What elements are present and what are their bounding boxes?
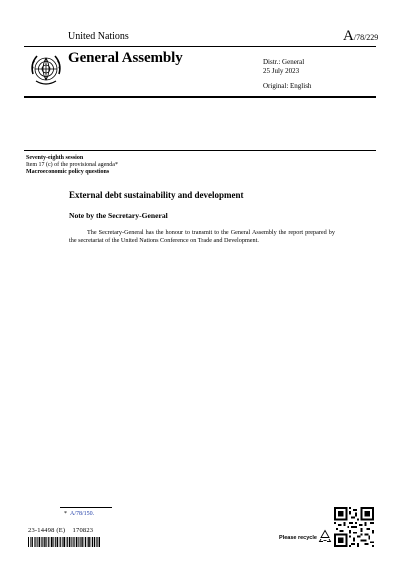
session-top-rule	[24, 150, 376, 151]
body-paragraph: The Secretary-General has the honour to transmit to the General Assembly the report prepared by the secretariat of the United Nations Conference on Trade and Development.	[69, 229, 335, 244]
distribution-block	[263, 58, 304, 76]
recycle-icon	[318, 529, 332, 543]
document-date: 25 July 2023	[263, 67, 300, 75]
agenda-item: Item 17 (c) of the provisional agenda*	[26, 162, 118, 169]
document-symbol-number: /78/229	[353, 33, 379, 42]
session-block	[26, 155, 118, 177]
header-bottom-rule	[24, 96, 376, 98]
qr-code[interactable]	[334, 507, 374, 547]
document-symbol-prefix: A	[343, 28, 354, 44]
header-top-rule	[24, 46, 376, 47]
footnote	[64, 511, 94, 517]
footnote-marker: *	[64, 511, 67, 517]
agenda-topic: Macroeconomic policy questions	[26, 169, 110, 176]
organization-name: United Nations	[68, 31, 129, 42]
document-symbol	[343, 28, 378, 45]
recycle-label: Please recycle	[279, 535, 317, 541]
footnote-rule	[60, 507, 112, 508]
document-title: External debt sustainability and development	[69, 190, 244, 200]
note-heading: Note by the Secretary-General	[69, 211, 168, 220]
footnote-reference-link[interactable]: A/78/150.	[70, 511, 95, 517]
job-number: 23-14498 (E) 170823	[28, 527, 94, 534]
barcode	[28, 537, 100, 547]
original-language: Original: English	[263, 82, 312, 90]
session-name: Seventy-eighth session	[26, 155, 84, 161]
body-title: General Assembly	[68, 50, 183, 66]
distribution-type: Distr.: General	[263, 58, 305, 66]
un-emblem-icon	[26, 50, 66, 90]
